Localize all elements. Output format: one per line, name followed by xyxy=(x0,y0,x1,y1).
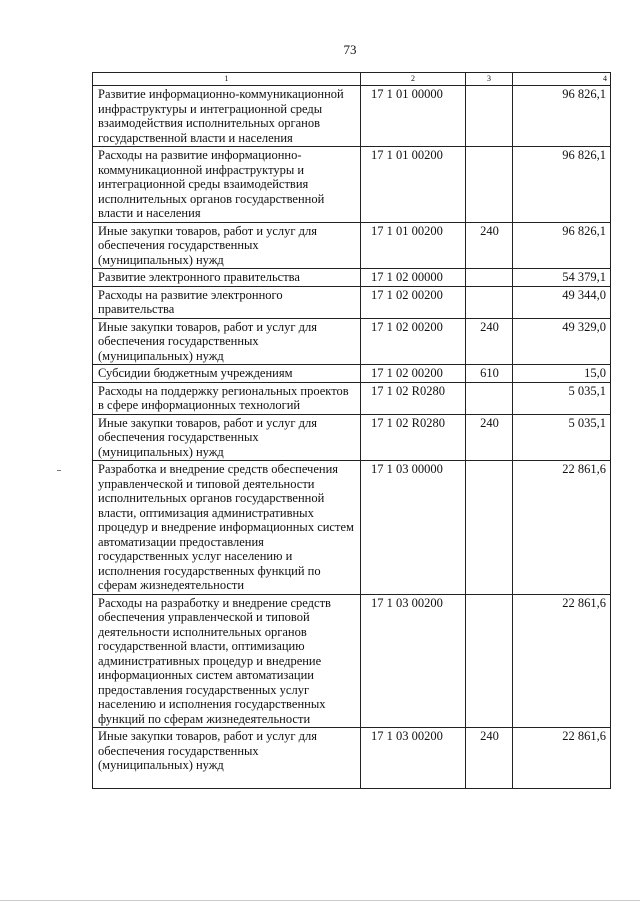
row-amount-cell: 5 035,1 xyxy=(513,382,611,414)
row-code-cell: 17 1 01 00200 xyxy=(361,147,466,223)
table-row xyxy=(93,594,611,728)
row-type-cell xyxy=(466,86,513,147)
table-row xyxy=(93,222,611,269)
row-type-cell: 240 xyxy=(466,318,513,365)
row-amount-cell: 22 861,6 xyxy=(513,728,611,789)
table-row xyxy=(93,147,611,223)
table-row xyxy=(93,318,611,365)
row-name-cell: Расходы на разработку и внедрение средств обеспечения управленческой и типовой деятельности исполнительных органов государственной власти, оптимизацию административных процедур и внедрение информационных систем автоматизации предоставления государственных услуг населению и исполнения государственных функций по сферам жизнедеятельности xyxy=(93,594,361,728)
row-name-cell: Иные закупки товаров, работ и услуг для обеспечения государственных (муниципальных) нужд xyxy=(93,414,361,461)
row-code-cell: 17 1 01 00200 xyxy=(361,222,466,269)
row-amount-cell: 22 861,6 xyxy=(513,594,611,728)
page-number: 73 xyxy=(343,42,357,57)
row-type-cell xyxy=(466,594,513,728)
row-amount-cell: 22 861,6 xyxy=(513,461,611,595)
row-amount-cell: 96 826,1 xyxy=(513,86,611,147)
row-name-cell: Разработка и внедрение средств обеспечения управленческой и типовой деятельности исполнительных органов государственной власти, оптимизация административных процедур и внедрение информационных систем автоматизации предоставления государственных услуг населению и исполнения государственных функций по сферам жизнедеятельности xyxy=(93,461,361,595)
budget-table xyxy=(92,72,611,789)
row-code-cell: 17 1 02 00200 xyxy=(361,365,466,383)
table-row xyxy=(93,269,611,287)
budget-table-container xyxy=(92,72,610,789)
row-amount-cell: 49 344,0 xyxy=(513,286,611,318)
row-type-cell xyxy=(466,147,513,223)
row-type-cell: 240 xyxy=(466,414,513,461)
column-header-3: 3 xyxy=(466,73,513,86)
table-row xyxy=(93,461,611,595)
column-header-2: 2 xyxy=(361,73,466,86)
row-type-cell: 610 xyxy=(466,365,513,383)
row-amount-cell: 96 826,1 xyxy=(513,147,611,223)
row-name-cell: Иные закупки товаров, работ и услуг для обеспечения государственных (муниципальных) нужд xyxy=(93,222,361,269)
column-header-1: 1 xyxy=(93,73,361,86)
row-code-cell: 17 1 03 00200 xyxy=(361,728,466,789)
row-type-cell xyxy=(466,382,513,414)
row-type-cell: 240 xyxy=(466,728,513,789)
row-type-cell xyxy=(466,461,513,595)
row-code-cell: 17 1 01 00000 xyxy=(361,86,466,147)
page-bottom-edge xyxy=(0,900,640,901)
row-code-cell: 17 1 03 00000 xyxy=(361,461,466,595)
table-row xyxy=(93,728,611,789)
row-type-cell xyxy=(466,286,513,318)
column-header-4: 4 xyxy=(513,73,611,86)
row-name-cell: Иные закупки товаров, работ и услуг для обеспечения государственных (муниципальных) нужд xyxy=(93,318,361,365)
row-amount-cell: 15,0 xyxy=(513,365,611,383)
row-code-cell: 17 1 02 R0280 xyxy=(361,382,466,414)
row-amount-cell: 5 035,1 xyxy=(513,414,611,461)
table-row xyxy=(93,86,611,147)
row-code-cell: 17 1 02 00200 xyxy=(361,286,466,318)
row-code-cell: 17 1 03 00200 xyxy=(361,594,466,728)
row-name-cell: Иные закупки товаров, работ и услуг для обеспечения государственных (муниципальных) нужд xyxy=(93,728,361,789)
row-type-cell xyxy=(466,269,513,287)
scan-edge-mark xyxy=(57,470,61,471)
table-row xyxy=(93,382,611,414)
row-name-cell: Расходы на развитие электронного правительства xyxy=(93,286,361,318)
row-type-cell: 240 xyxy=(466,222,513,269)
table-header-row xyxy=(93,73,611,86)
row-name-cell: Субсидии бюджетным учреждениям xyxy=(93,365,361,383)
table-row xyxy=(93,365,611,383)
row-code-cell: 17 1 02 00200 xyxy=(361,318,466,365)
row-name-cell: Расходы на поддержку региональных проектов в сфере информационных технологий xyxy=(93,382,361,414)
row-amount-cell: 54 379,1 xyxy=(513,269,611,287)
row-code-cell: 17 1 02 R0280 xyxy=(361,414,466,461)
table-row xyxy=(93,286,611,318)
row-name-cell: Развитие электронного правительства xyxy=(93,269,361,287)
row-amount-cell: 96 826,1 xyxy=(513,222,611,269)
row-amount-cell: 49 329,0 xyxy=(513,318,611,365)
row-code-cell: 17 1 02 00000 xyxy=(361,269,466,287)
row-name-cell: Расходы на развитие информационно-коммуникационной инфраструктуры и интеграционной среды взаимодействия исполнительных органов государственной власти и населения xyxy=(93,147,361,223)
row-name-cell: Развитие информационно-коммуникационной инфраструктуры и интеграционной среды взаимодействия исполнительных органов государственной власти и населения xyxy=(93,86,361,147)
table-row xyxy=(93,414,611,461)
